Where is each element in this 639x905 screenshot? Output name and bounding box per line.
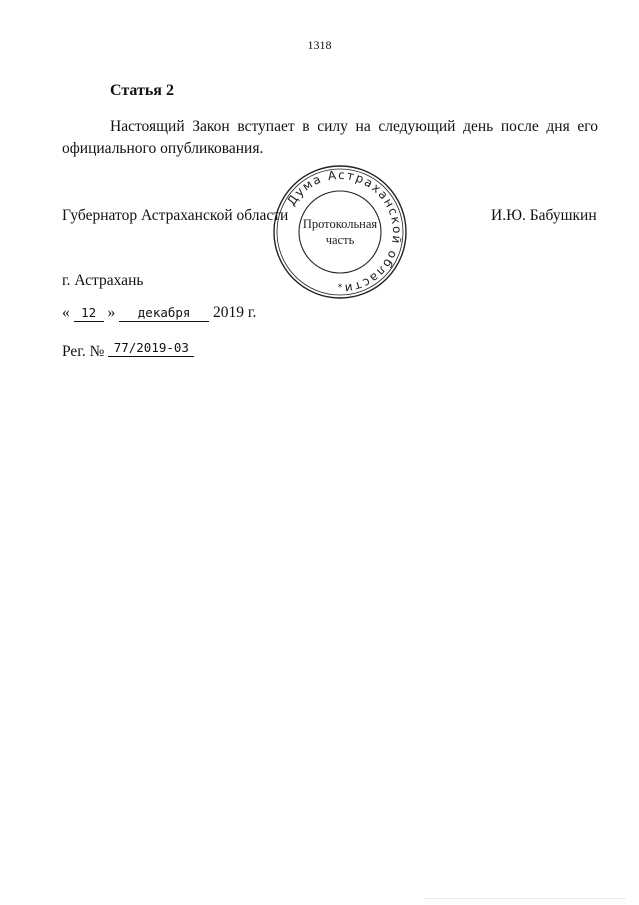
- stamp-center-line-1: Протокольная: [302, 217, 378, 231]
- stamp-center-line-2: часть: [325, 233, 355, 247]
- governor-title: Губернатор Астраханской области: [62, 207, 289, 224]
- article-text-line-1: Настоящий Закон вступает в силу на следующий день после дня его: [110, 118, 598, 135]
- date-year: 2019 г.: [213, 304, 257, 321]
- governor-name: И.Ю. Бабушкин: [491, 207, 597, 224]
- date-day: 12: [74, 305, 104, 322]
- signing-date: [62, 304, 256, 322]
- stamp-ring-text: Дума Астраханской области: [284, 167, 405, 297]
- stamp-star-icon: *: [337, 283, 343, 293]
- official-stamp: [270, 162, 410, 302]
- registration-line: [62, 340, 194, 361]
- article-heading: Статья 2: [110, 82, 174, 99]
- place-of-signing: г. Астрахань: [62, 272, 144, 289]
- date-close-quote: »: [107, 304, 116, 321]
- date-month: декабря: [119, 305, 209, 322]
- registration-number: 77/2019-03: [108, 340, 194, 357]
- article-text: [62, 116, 598, 160]
- date-open-quote: «: [62, 304, 70, 321]
- registration-label: Рег. №: [62, 343, 105, 360]
- article-text-line-2: официального опубликования.: [62, 140, 264, 157]
- page-number: 1318: [307, 38, 332, 52]
- svg-text:Дума Астраханской области: [284, 168, 404, 296]
- scan-artifact: [425, 896, 625, 899]
- stamp-seal: [270, 162, 410, 302]
